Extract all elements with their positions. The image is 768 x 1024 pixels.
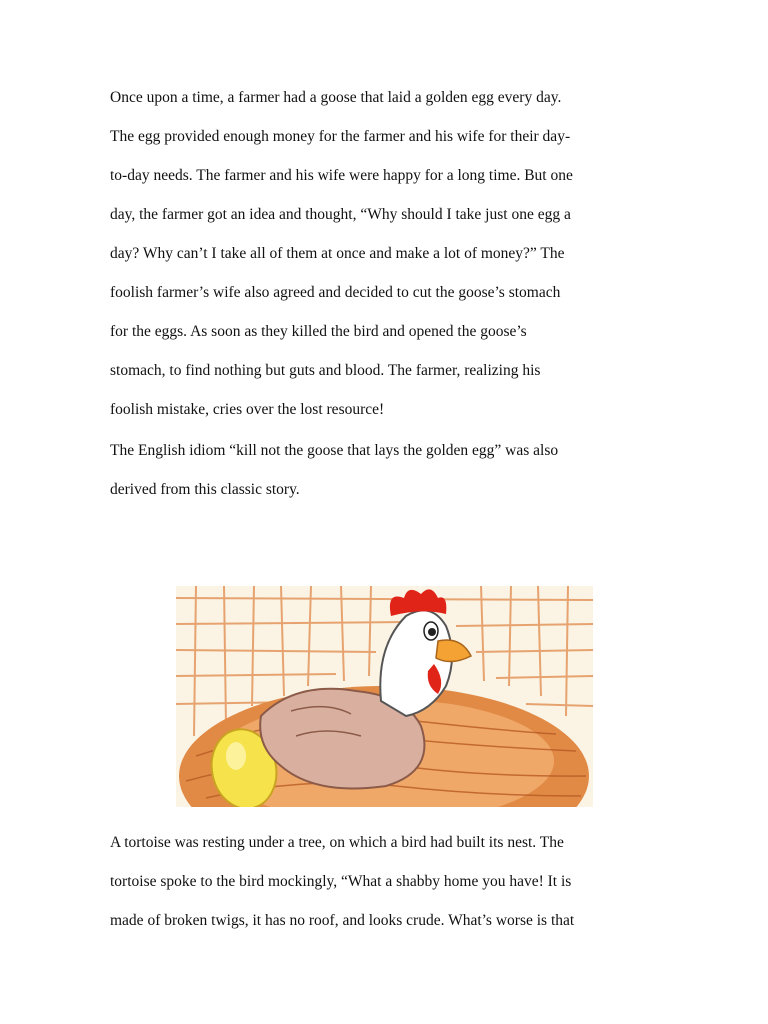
text-line: made of broken twigs, it has no roof, and looks crude. What’s worse is that bbox=[110, 912, 575, 929]
text-line: day? Why can’t I take all of them at once and make a lot of money?” The bbox=[110, 245, 565, 262]
text-line: A tortoise was resting under a tree, on which a bird had built its nest. The bbox=[110, 834, 564, 851]
text-line: stomach, to find nothing but guts and blood. The farmer, realizing his bbox=[110, 362, 541, 379]
hen-illustration bbox=[176, 586, 593, 807]
text-line: The egg provided enough money for the farmer and his wife for their day- bbox=[110, 128, 571, 145]
text-line: foolish farmer’s wife also agreed and decided to cut the goose’s stomach bbox=[110, 284, 561, 301]
text-line: for the eggs. As soon as they killed the bird and opened the goose’s bbox=[110, 323, 527, 340]
story-text-top bbox=[110, 78, 670, 511]
hen-on-nest-drawing bbox=[176, 586, 593, 807]
story-tortoise-paragraph bbox=[110, 823, 670, 940]
story-text-bottom bbox=[110, 823, 670, 942]
text-line: to-day needs. The farmer and his wife were happy for a long time. But one bbox=[110, 167, 573, 184]
text-line: day, the farmer got an idea and thought, “Why should I take just one egg a bbox=[110, 206, 571, 223]
text-line: foolish mistake, cries over the lost resource! bbox=[110, 401, 385, 418]
text-line: The English idiom “kill not the goose that lays the golden egg” was also bbox=[110, 442, 559, 459]
text-line: derived from this classic story. bbox=[110, 481, 300, 498]
story-moral-paragraph bbox=[110, 431, 670, 509]
story-goose-paragraph bbox=[110, 78, 670, 429]
text-line: Once upon a time, a farmer had a goose that laid a golden egg every day. bbox=[110, 89, 562, 106]
text-line: tortoise spoke to the bird mockingly, “What a shabby home you have! It is bbox=[110, 873, 572, 890]
